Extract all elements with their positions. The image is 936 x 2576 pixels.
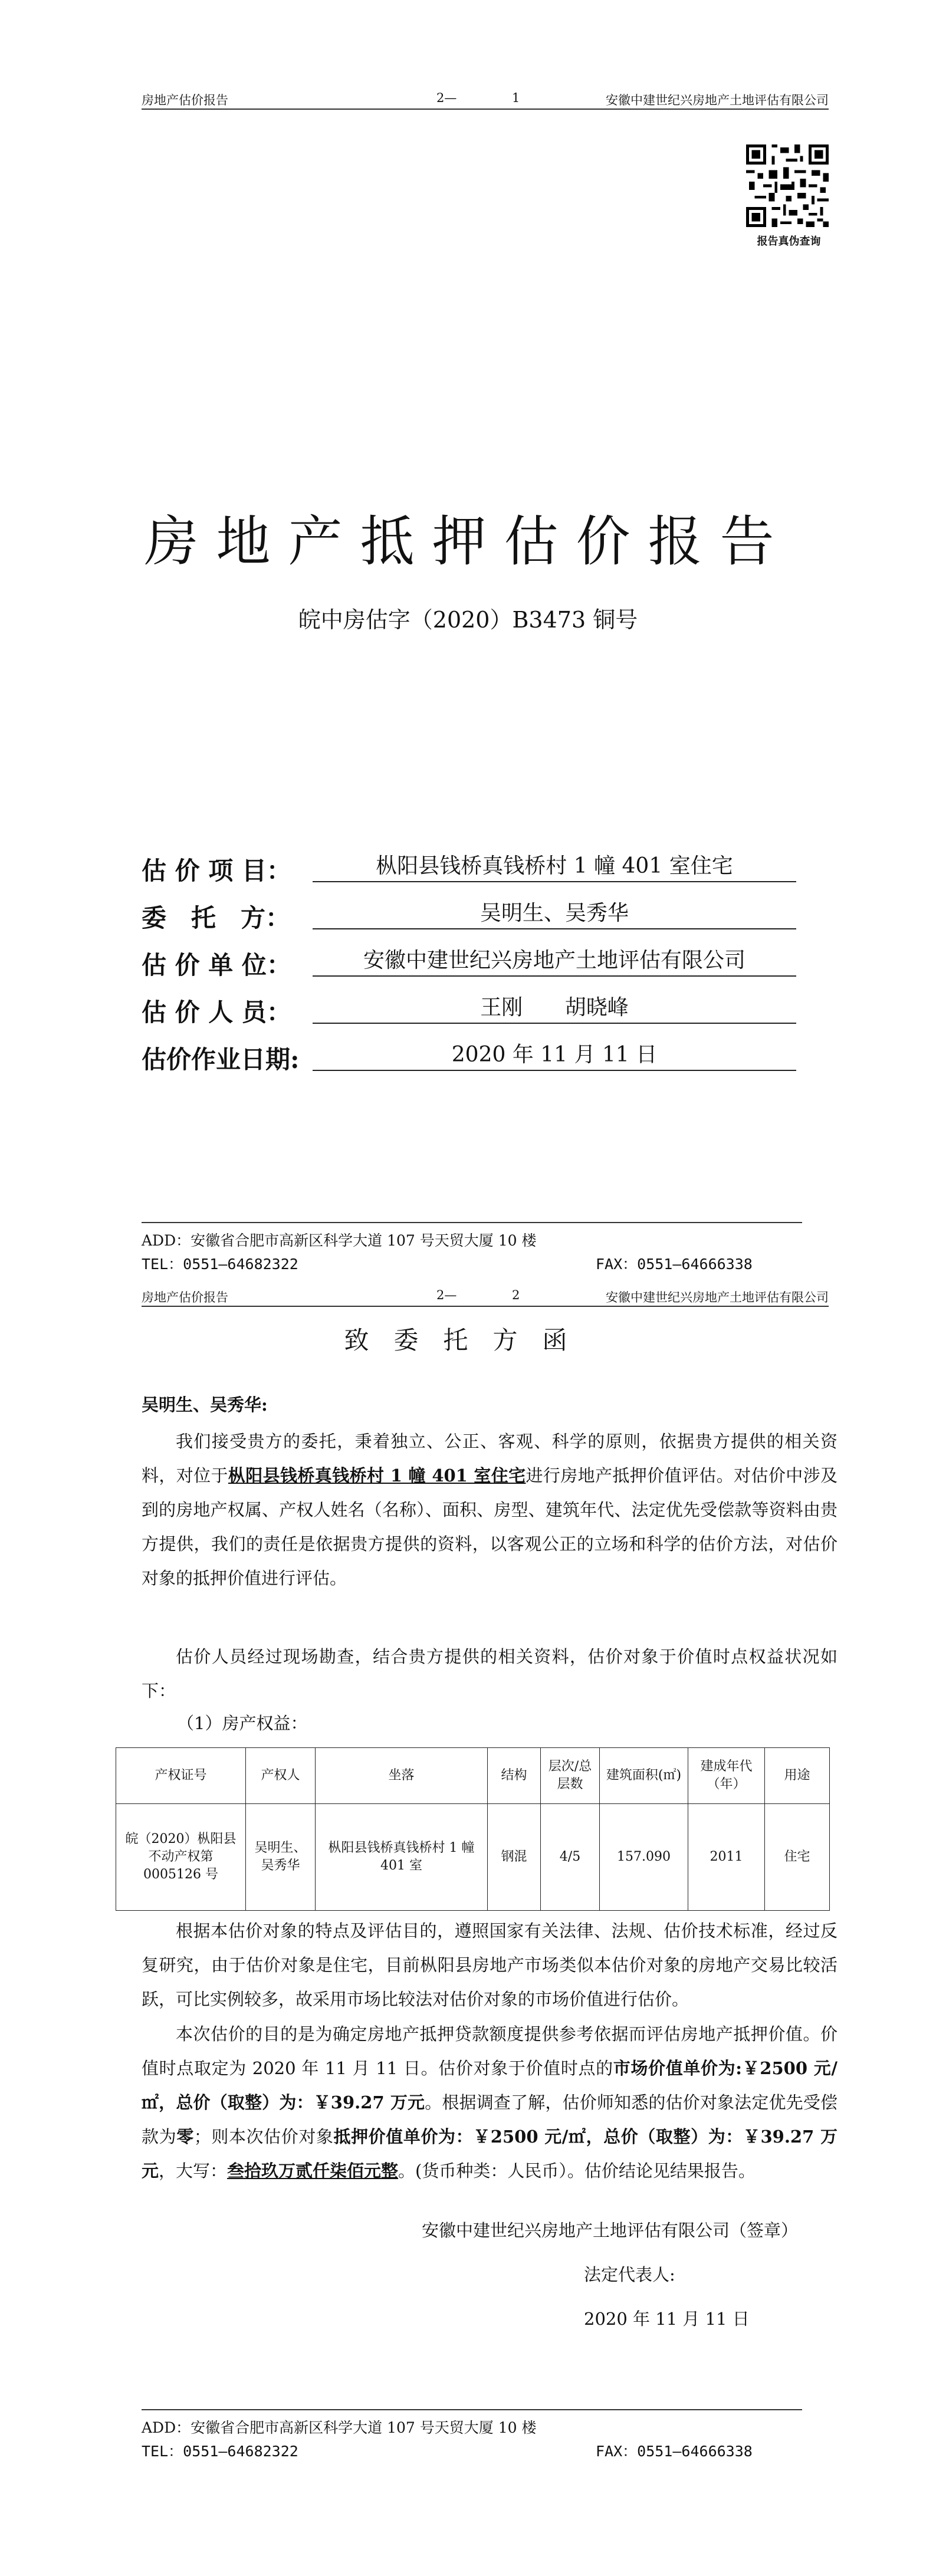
letter-paragraph-1 [142,1424,838,1595]
footer-fax: FAX：0551—64666338 [596,1256,753,1273]
header-company: 安徽中建世纪兴房地产土地评估有限公司 [606,93,829,107]
table-row [116,1804,830,1911]
footer-tel: TEL：0551—64682322 [142,1256,298,1273]
p4-mortgage-value: 抵押价值单价为：￥2500 元/㎡，总价（取整）为：￥39.27 万元 [142,2127,838,2181]
cell-structure: 钢混 [488,1804,541,1911]
col-usage: 用途 [765,1748,830,1804]
header-page-number: 2 [512,1288,520,1302]
header-page-number: 1 [512,91,520,105]
cell-owner: 吴明生、吴秀华 [246,1804,316,1911]
salutation: 吴明生、吴秀华: [142,1395,268,1415]
property-rights-table [116,1747,830,1911]
field-client-value: 吴明生、吴秀华 [313,899,796,929]
letter-page [0,1286,936,2576]
cell-cert-no: 皖（2020）枞阳县不动产权第0005126 号 [116,1804,246,1911]
col-location: 坐落 [316,1748,488,1804]
cell-location: 枞阳县钱桥真钱桥村 1 幢 401 室 [316,1804,488,1911]
field-project-value: 枞阳县钱桥真钱桥村 1 幢 401 室住宅 [313,852,796,882]
rights-subheading: （1）房产权益： [177,1713,308,1733]
letter-paragraph-2: 估价人员经过现场勘查，结合贵方提供的相关资料，估价对象于价值时点权益状况如下： [142,1647,838,1701]
field-work-date-value: 2020 年 11 月 11 日 [313,1040,796,1071]
qr-code-icon[interactable] [746,144,829,227]
field-appraiser-org-value: 安徽中建世纪兴房地产土地评估有限公司 [313,946,796,977]
field-project [142,849,796,883]
letter-date: 2020 年 11 月 11 日 [584,2309,750,2329]
footer-rule [142,1222,802,1223]
field-work-date-label: 估价作业日期: [142,1045,300,1074]
cell-area: 157.090 [600,1804,688,1911]
footer-address: ADD：安徽省合肥市高新区科学大道 107 号天贸大厦 10 楼 [142,1232,537,1249]
field-appraiser-org-label: 估 价 单 位： [142,951,291,980]
letter-paragraph-3: 根据本估价对象的特点及评估目的，遵照国家有关法律、法规、估价技术标准，经过反复研究，由于估价对象是住宅，目前枞阳县房地产市场类似本估价对象的房地产交易比较活跃，可比实例较多，故采用市场比较法对估价对象的市场价值进行估价。 [142,1921,838,2009]
col-year: 建成年代（年） [688,1748,765,1804]
field-client-label: 委 托 方： [142,903,291,932]
field-work-date [142,1038,796,1072]
field-appraiser-org [142,944,796,978]
col-structure: 结构 [488,1748,541,1804]
p4-mid2: ；则本次估价对象 [193,2127,334,2147]
field-client [142,896,796,931]
col-area: 建筑面积(㎡) [600,1748,688,1804]
document-number: 皖中房估字（2020）B3473 铜号 [298,607,638,633]
header-report-type: 房地产估价报告 [142,93,228,107]
p4-end: 。(货币种类：人民币）。估价结论见结果报告。 [398,2161,756,2181]
letter-paragraph-4 [142,2017,838,2188]
field-appraisers-value: 王刚 胡晓峰 [313,993,796,1024]
header-page-prefix: 2— [436,1288,457,1302]
cell-year: 2011 [688,1804,765,1911]
p4-amount-uppercase: 叁拾玖万贰仟柒佰元整 [227,2161,399,2181]
col-owner: 产权人 [246,1748,316,1804]
page-header [142,88,829,110]
col-cert-no: 产权证号 [116,1748,246,1804]
letter-title: 致委托方函 [344,1326,592,1355]
header-page-prefix: 2— [436,91,457,105]
table-header-row [116,1748,830,1804]
cell-usage: 住宅 [765,1804,830,1911]
report-title: 房地产抵押估价报告 [144,510,792,573]
cover-page [0,0,936,1286]
qr-caption: 报告真伪查询 [757,235,821,248]
p1-rest: 进行房地产抵押价值评估。对估价中涉及到的房地产权属、产权人姓名（名称）、面积、房型、建筑年代、法定优先受偿款等资料由贵方提供，我们的责任是依据贵方提供的资料，以客观公正的立场和科学的估价方法，对估价对象的抵押价值进行评估。 [142,1466,838,1588]
footer-rule [142,2409,802,2410]
p4-priority-amount: 零 [176,2127,194,2147]
p4-intro: 本次估价的目的是为确定房地产抵押贷款额度提供参考依据而评估房地产抵押价值。价值时点取定为 2020 年 11 月 11 日。估价对象于价值时点的 [142,2024,838,2078]
field-appraisers-label: 估 价 人 员： [142,998,291,1027]
field-project-label: 估 价 项 目： [142,856,291,885]
p4-mid3: ，大写： [159,2161,228,2181]
col-floor: 层次/总层数 [541,1748,600,1804]
p1-property-address: 枞阳县钱桥真钱桥村 1 幢 401 室住宅 [228,1466,526,1486]
header-company: 安徽中建世纪兴房地产土地评估有限公司 [606,1290,829,1305]
p1-intro: 我们接受贵方的委托，秉着独立、公正、客观、科学的原则，依据贵方提供的相关资料，对位于 [142,1431,838,1486]
footer-address: ADD：安徽省合肥市高新区科学大道 107 号天贸大厦 10 楼 [142,2419,537,2436]
header-report-type: 房地产估价报告 [142,1290,228,1305]
footer-tel: TEL：0551—64682322 [142,2443,298,2460]
footer-fax: FAX：0551—64666338 [596,2443,753,2460]
page-header [142,1286,829,1307]
p4-mid: 。根据调查了解，估价师知悉的估价对象法定优先受偿款为 [142,2092,838,2147]
cell-floor: 4/5 [541,1804,600,1911]
legal-representative: 法定代表人: [584,2265,675,2285]
field-appraisers [142,991,796,1025]
signature-company: 安徽中建世纪兴房地产土地评估有限公司（签章） [422,2220,799,2240]
p4-market-value: 市场价值单价为:￥2500 元/㎡，总价（取整）为：￥39.27 万元 [142,2058,838,2112]
